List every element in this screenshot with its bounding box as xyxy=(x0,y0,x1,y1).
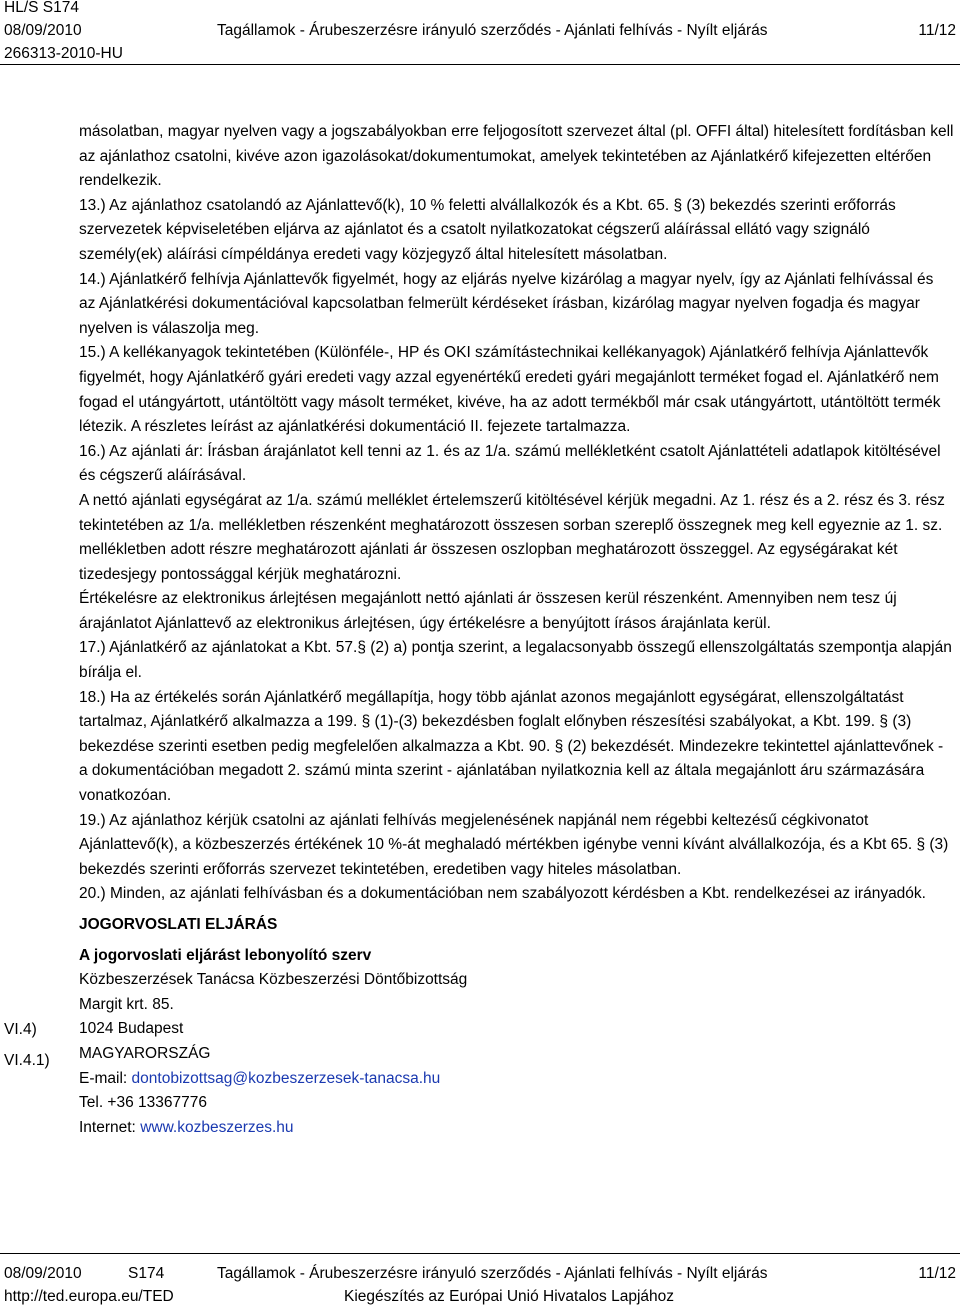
body-text xyxy=(79,120,954,1140)
footer-supplement: Kiegészítés az Európai Unió Hivatalos Lapjához xyxy=(344,1288,674,1305)
header-title: Tagállamok - Árubeszerzésre irányuló szerződés - Ajánlati felhívás - Nyílt eljárás xyxy=(217,22,768,39)
review-body-country: MAGYARORSZÁG xyxy=(79,1044,211,1062)
section-vi41-number: VI.4.1) xyxy=(4,1052,50,1069)
section-vi4-number: VI.4) xyxy=(4,1021,37,1038)
footer-date: 08/09/2010 xyxy=(4,1265,82,1282)
paragraph: 18.) Ha az értékelés során Ajánlatkérő megállapítja, hogy több ajánlat azonos megajánlott egységárat, ellenszolgáltatást tartalmaz, Ajánlatkérő alkalmazza a 199. § (1)-(3) bekezdésben foglalt előnyben részesítési szabályokat, a Kbt. 199. § (3) bekezdése szerinti esetben pedig megfelelően alkalmazza a Kbt. 90. § (2) bekezdését. Mindezekre tekintettel ajánlattevőnek - a dokumentációban megadott 2. számú minta szerint - ajánlatában nyilatkoznia kell az általa megajánlott áru származására vonatkozóan. xyxy=(79,688,944,805)
header-page: 11/12 xyxy=(918,22,956,39)
review-body-city: 1024 Budapest xyxy=(79,1020,184,1038)
section-vi41-title: A jogorvoslati eljárást lebonyolító szerv xyxy=(79,946,372,964)
review-body-name: Közbeszerzések Tanácsa Közbeszerzési Döntőbizottság xyxy=(79,971,468,989)
internet-line xyxy=(79,1116,954,1141)
paragraph: 17.) Ajánlatkérő az ajánlatokat a Kbt. 57.§ (2) a) pontja szerint, a legalacsonyabb összegű ellenszolgáltatás szempontja alapján bírálja el. xyxy=(79,639,952,682)
email-line xyxy=(79,1067,954,1092)
paragraph: 14.) Ajánlatkérő felhívja Ajánlattevők figyelmét, hogy az eljárás nyelve kizárólag a magyar nyelv, így az Ajánlati felhívással és az Ajánlatkérési dokumentációval kapcsolatban felmerült kérdéseket írásban, kizárólag magyar nyelven fogadja és magyar nyelven is válaszolja meg. xyxy=(79,270,934,337)
header-date: 08/09/2010 xyxy=(4,22,82,39)
paragraph: Értékelésre az elektronikus árlejtésen megajánlott nettó ajánlati ár összesen kerül részenként. Amennyiben nem tesz új árajánlatot Ajánlattevő az elektronikus árlejtésen, úgy értékelésre a benyújtott írásos árajánlata kerül. xyxy=(79,590,897,632)
paragraph: 16.) Az ajánlati ár: Írásban árajánlatot kell tenni az 1. és az 1/a. számú mellékletként csatolt Ajánlattételi adatlapok kitöltésével és cégszerű aláírásával. xyxy=(79,442,941,485)
footer-url[interactable]: http://ted.europa.eu/TED xyxy=(4,1288,174,1305)
review-body-street: Margit krt. 85. xyxy=(79,995,174,1013)
footer-page: 11/12 xyxy=(918,1265,956,1282)
paragraph: 20.) Minden, az ajánlati felhívásban és a dokumentációban nem szabályozott kérdésben a Kbt. rendelkezései az irányadók. xyxy=(79,885,926,903)
doc-code: HL/S S174 xyxy=(4,0,79,16)
section-vi4-title: JOGORVOSLATI ELJÁRÁS xyxy=(79,916,278,933)
paragraph: A nettó ajánlati egységárat az 1/a. számú melléklet értelemszerű kitöltésével kérjük megadni. Az 1. rész és a 2. rész és 3. rész tekintetében az 1/a. mellékletben részenként meghatározott összesen sorban szereplő összegnek meg kell egyeznie az 1. sz. mellékletben adott részre meghatározott ajánlati ár összesen oszlopban meghatározott összeggel. Az egységárakat két tizedesjegy pontossággal kérjük meghatározni. xyxy=(79,491,945,583)
footer-rule xyxy=(0,1253,960,1254)
header-doc-id: 266313-2010-HU xyxy=(4,45,123,62)
paragraph: másolatban, magyar nyelven vagy a jogszabályokban erre feljogosított szervezet által (pl. OFFI által) hitelesített fordításban kell az ajánlathoz csatolni, kivéve azon igazolásokat/dokumentumokat, amelyek tekintetében az Ajánlatkérő kifejezetten eltérően rendelkezik. xyxy=(79,123,954,190)
internet-label: Internet: xyxy=(79,1118,141,1136)
footer-series: S174 xyxy=(128,1265,165,1282)
review-body-tel: Tel. +36 13367776 xyxy=(79,1094,207,1112)
internet-link[interactable]: www.kozbeszerzes.hu xyxy=(140,1118,294,1136)
paragraph: 19.) Az ajánlathoz kérjük csatolni az ajánlati felhívás megjelenésének napjánál nem régebbi keltezésű cégkivonatot Ajánlattevő(k), a közbeszerzés értékének 10 %-át meghaladó mértékben igénybe venni kívánt alvállalkozója, és a Kbt 65. § (3) bekezdés szerinti erőforrás szervezet tekintetében, eredetiben vagy hiteles másolatban. xyxy=(79,811,949,878)
paragraph: 13.) Az ajánlathoz csatolandó az Ajánlattevő(k), 10 % feletti alvállalkozók és a Kbt. 65. § (3) bekezdés szerinti erőforrás szervezetek képviseletében eljárva az ajánlatot és a csatolt nyilatkozatokat cégszerű aláírással ellátó vagy szignáló személy(ek) aláírási címpéldánya eredeti vagy közjegyző által hitelesített másolatban. xyxy=(79,196,896,263)
email-link[interactable]: dontobizottsag@kozbeszerzesek-tanacsa.hu xyxy=(131,1069,441,1087)
footer-title: Tagállamok - Árubeszerzésre irányuló szerződés - Ajánlati felhívás - Nyílt eljárás xyxy=(217,1265,768,1282)
header-rule xyxy=(0,64,960,65)
paragraph: 15.) A kellékanyagok tekintetében (Különféle-, HP és OKI számítástechnikai kellékanyagok) Ajánlatkérő felhívja Ajánlattevők figyelmét, hogy Ajánlatkérő gyári eredeti vagy azzal egyenértékű eredeti gyári megajánlott terméket fogad el. Ajánlatkérő nem fogad el utángyártott, utántöltött vagy másolt terméket, kivéve, ha az adott termékből már csak utángyártott, utántöltött termék létezik. A részletes leírást az ajánlatkérési dokumentáció II. fejezete tartalmazza. xyxy=(79,344,941,436)
email-label: E-mail: xyxy=(79,1069,132,1087)
